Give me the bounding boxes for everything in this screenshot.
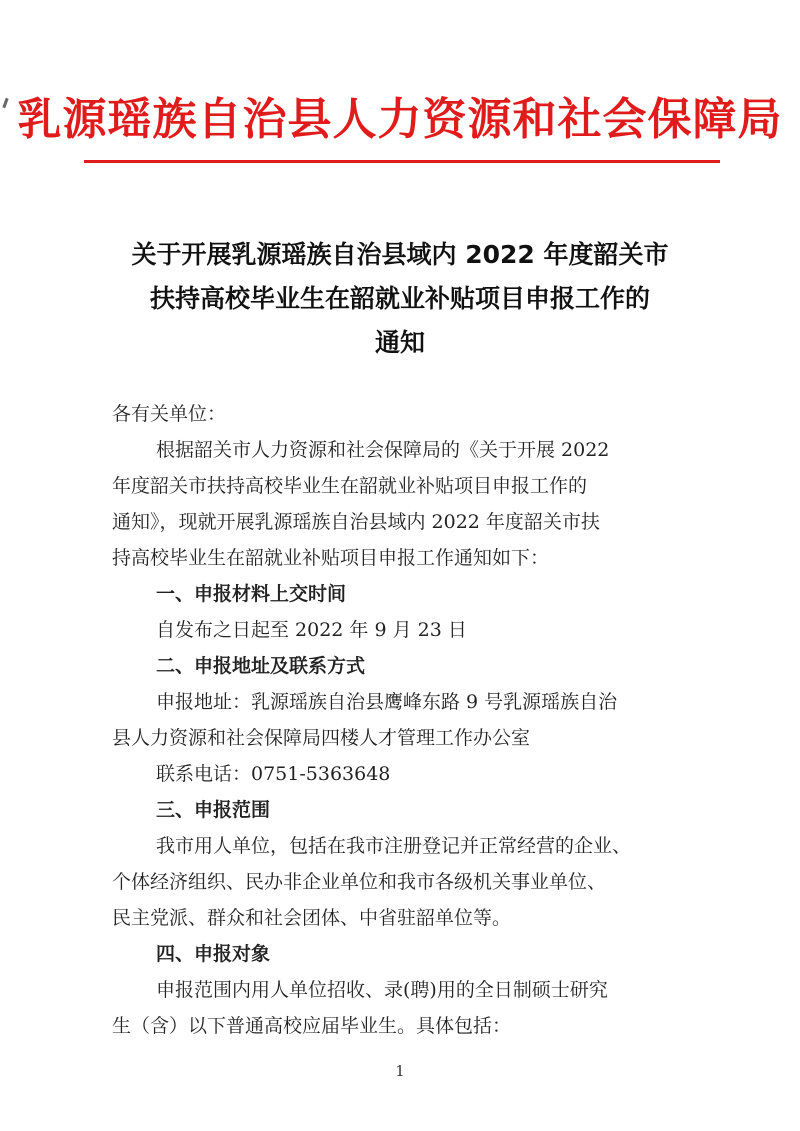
section-heading: 二、申报地址及联系方式 bbox=[156, 655, 366, 677]
salutation: 各有关单位： bbox=[112, 403, 227, 425]
document-title bbox=[80, 233, 720, 365]
document-body bbox=[112, 396, 688, 1044]
intro-line: 根据韶关市人力资源和社会保障局的《关于开展 2022 bbox=[156, 439, 610, 461]
section-heading: 一、申报材料上交时间 bbox=[156, 583, 347, 605]
section-line: 县人力资源和社会保障局四楼人才管理工作办公室 bbox=[112, 727, 531, 749]
section-line: 申报范围内用人单位招收、录(聘)用的全日制硕士研究 bbox=[156, 979, 608, 1001]
section-heading: 四、申报对象 bbox=[156, 943, 271, 965]
intro-line: 持高校毕业生在韶就业补贴项目申报工作通知如下： bbox=[112, 547, 550, 569]
agency-letterhead: 乳源瑶族自治县人力资源和社会保障局 bbox=[17, 94, 783, 145]
section-line: 申报地址：乳源瑶族自治县鹰峰东路 9 号乳源瑶族自治 bbox=[156, 691, 618, 713]
title-line-3: 通知 bbox=[374, 328, 425, 357]
intro-paragraph bbox=[112, 432, 688, 576]
section-line: 联系电话：0751-5363648 bbox=[156, 763, 391, 785]
title-line-1: 关于开展乳源瑶族自治县域内 2022 年度韶关市 bbox=[131, 240, 669, 269]
section-line: 自发布之日起至 2022 年 9 月 23 日 bbox=[156, 619, 467, 641]
section-line: 我市用人单位，包括在我市注册登记并正常经营的企业、 bbox=[156, 835, 632, 857]
section-line: 民主党派、群众和社会团体、中省驻韶单位等。 bbox=[112, 907, 512, 929]
section-line: 生（含）以下普通高校应届毕业生。具体包括： bbox=[112, 1015, 512, 1037]
intro-line: 通知》，现就开展乳源瑶族自治县域内 2022 年度韶关市扶 bbox=[112, 511, 600, 533]
page-number: 1 bbox=[395, 1062, 405, 1080]
intro-line: 年度韶关市扶持高校毕业生在韶就业补贴项目申报工作的 bbox=[112, 475, 588, 497]
letterhead-divider bbox=[84, 160, 720, 163]
section-heading: 三、申报范围 bbox=[156, 799, 271, 821]
section-line: 个体经济组织、民办非企业单位和我市各级机关事业单位、 bbox=[112, 871, 607, 893]
title-line-2: 扶持高校毕业生在韶就业补贴项目申报工作的 bbox=[149, 284, 650, 313]
